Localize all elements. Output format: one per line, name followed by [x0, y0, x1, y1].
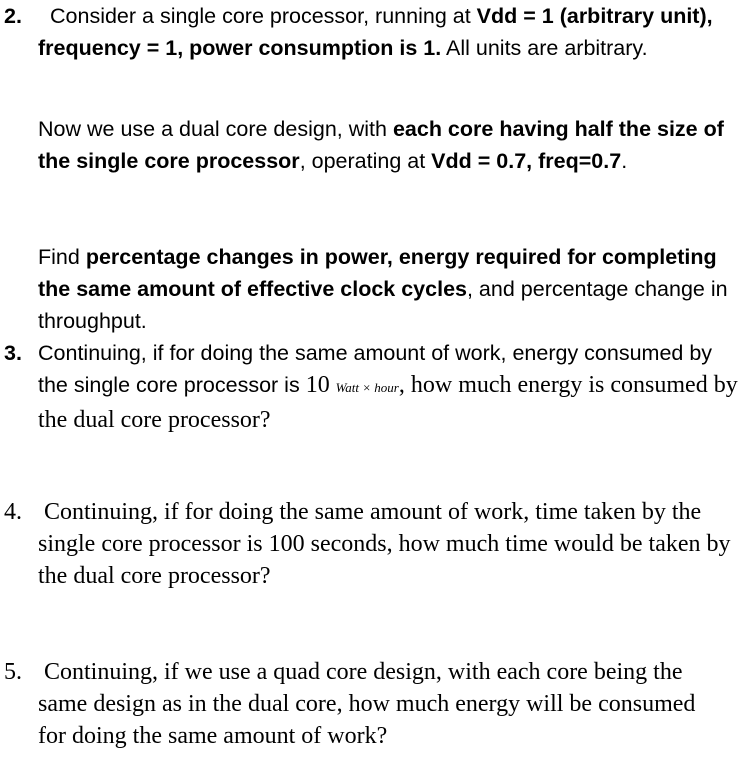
question-4-text: Continuing, if for doing the same amount of work, time taken by the single core processor is 100 seconds, how much time would be taken by the dual core processor? — [38, 499, 731, 589]
question-2-intro: Consider a single core processor, running at Vdd = 1 (arbitrary unit), frequency = 1, power consumption is 1. All units are arbitrary. — [38, 4, 713, 60]
question-2-find-paragraph: Find percentage changes in power, energy required for completing the same amount of effective clock cycles, and percentage change in throughput. — [38, 245, 728, 333]
energy-unit: Watt × hour — [335, 380, 399, 395]
question-3-text: Continuing, if for doing the same amount of work, energy consumed by the single core processor is 10 Watt × hour, how much energy is consumed by the dual core processor? — [38, 341, 738, 433]
question-5-text: Continuing, if we use a quad core design, with each core being the same design as in the dual core, how much energy will be consumed for doing the same amount of work? — [38, 659, 696, 749]
question-3-number: 3. — [4, 341, 22, 365]
question-2-dual-core-paragraph: Now we use a dual core design, with each core having half the size of the single core processor, operating at Vdd = 0.7, freq=0.7. — [38, 117, 724, 173]
question-4-number: 4. — [4, 499, 22, 525]
question-5-number: 5. — [4, 659, 22, 685]
question-2-number: 2. — [4, 4, 22, 28]
energy-value: 10 — [305, 372, 330, 398]
